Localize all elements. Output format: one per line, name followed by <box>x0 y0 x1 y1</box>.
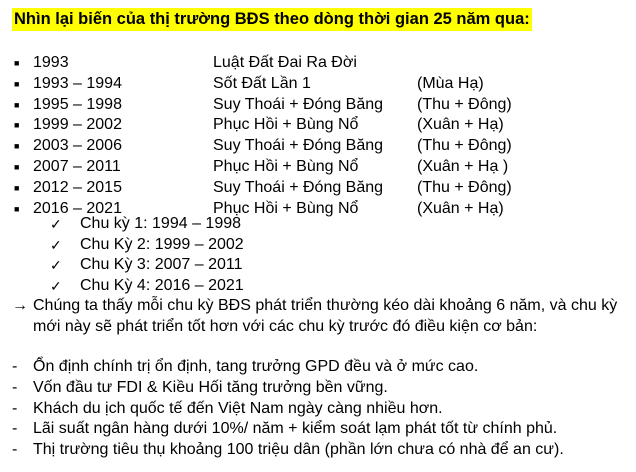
timeline-season: (Thu + Đông) <box>417 95 512 113</box>
conclusion-text: Chúng ta thấy mỗi chu kỳ BĐS phát triển thường kéo dài khoảng 6 năm, và chu kỳ mới này sẽ phát triển tốt hơn với các chu kỳ trước đó điều kiện cơ bản: <box>33 297 618 335</box>
timeline-event: Phục Hồi + Bùng Nổ <box>213 199 359 217</box>
square-bullet-icon: ■ <box>14 141 20 152</box>
factor-text: Thị trường tiêu thụ khoảng 100 triệu dân (phần lớn chưa có nhà để an cư). <box>33 441 564 459</box>
factor-text: Khách du ịch quốc tế đến Việt Nam ngày càng nhiều hơn. <box>33 399 443 417</box>
check-mark-icon: ✓ <box>50 257 62 274</box>
timeline-period: 1995 – 1998 <box>33 95 122 113</box>
timeline-event: Suy Thoái + Đóng Băng <box>213 178 384 196</box>
timeline-season: (Mùa Hạ) <box>417 74 484 92</box>
dash-bullet: - <box>12 441 18 459</box>
square-bullet-icon: ■ <box>14 203 20 214</box>
dash-bullet: - <box>12 420 18 438</box>
timeline-period: 1993 <box>33 54 69 71</box>
square-bullet-icon: ■ <box>14 161 20 172</box>
timeline-event: Suy Thoái + Đóng Băng <box>213 137 384 155</box>
cycle-text: Chu Kỳ 4: 2016 – 2021 <box>80 276 244 294</box>
check-mark-icon: ✓ <box>50 277 62 294</box>
timeline-season: (Thu + Đông) <box>417 137 512 155</box>
timeline-period: 2003 – 2006 <box>33 137 122 155</box>
dash-bullet: - <box>12 399 18 417</box>
timeline-period: 2007 – 2011 <box>33 157 121 175</box>
factor-text: Ổn định chính trị ổn định, tang trưởng GPD đều và ở mức cao. <box>33 358 479 375</box>
timeline-event: Phục Hồi + Bùng Nổ <box>213 157 359 175</box>
arrow-right-icon: → <box>12 297 28 314</box>
square-bullet-icon: ■ <box>14 120 20 131</box>
cycle-text: Chu Kỳ 2: 1999 – 2002 <box>80 235 244 253</box>
square-bullet-icon: ■ <box>14 58 20 68</box>
timeline-season: (Thu + Đông) <box>417 178 512 196</box>
timeline-period: 2016 – 2021 <box>33 199 122 217</box>
timeline-event: Phục Hồi + Bùng Nổ <box>213 116 359 134</box>
page-title: Nhìn lại biến của thị trường BĐS theo dòng thời gian 25 năm qua: <box>12 8 532 31</box>
timeline-period: 1999 – 2002 <box>33 116 122 134</box>
timeline-season: (Xuân + Hạ) <box>417 199 504 217</box>
square-bullet-icon: ■ <box>14 182 20 193</box>
timeline-event: Suy Thoái + Đóng Băng <box>213 95 384 113</box>
timeline-period: 2012 – 2015 <box>33 178 122 196</box>
cycle-text: Chu kỳ 1: 1994 – 1998 <box>80 215 242 232</box>
check-mark-icon: ✓ <box>50 216 62 232</box>
dash-bullet: - <box>12 358 18 375</box>
factor-text: Vốn đầu tư FDI & Kiều Hối tăng trưởng bền vững. <box>33 378 388 396</box>
factor-text: Lãi suất ngân hàng dưới 10%/ năm + kiểm soát lạm phát tốt từ chính phủ. <box>33 420 558 438</box>
timeline-event: Sốt Đất Lần 1 <box>213 74 311 92</box>
timeline-event: Luật Đất Đai Ra Đời <box>213 54 357 71</box>
timeline-season: (Xuân + Hạ ) <box>417 157 509 175</box>
cycle-text: Chu Kỳ 3: 2007 – 2011 <box>80 256 243 274</box>
square-bullet-icon: ■ <box>14 78 20 89</box>
square-bullet-icon: ■ <box>14 99 20 110</box>
dash-bullet: - <box>12 378 18 396</box>
timeline-season: (Xuân + Hạ) <box>417 116 504 134</box>
check-mark-icon: ✓ <box>50 236 62 253</box>
timeline-period: 1993 – 1994 <box>33 74 122 92</box>
